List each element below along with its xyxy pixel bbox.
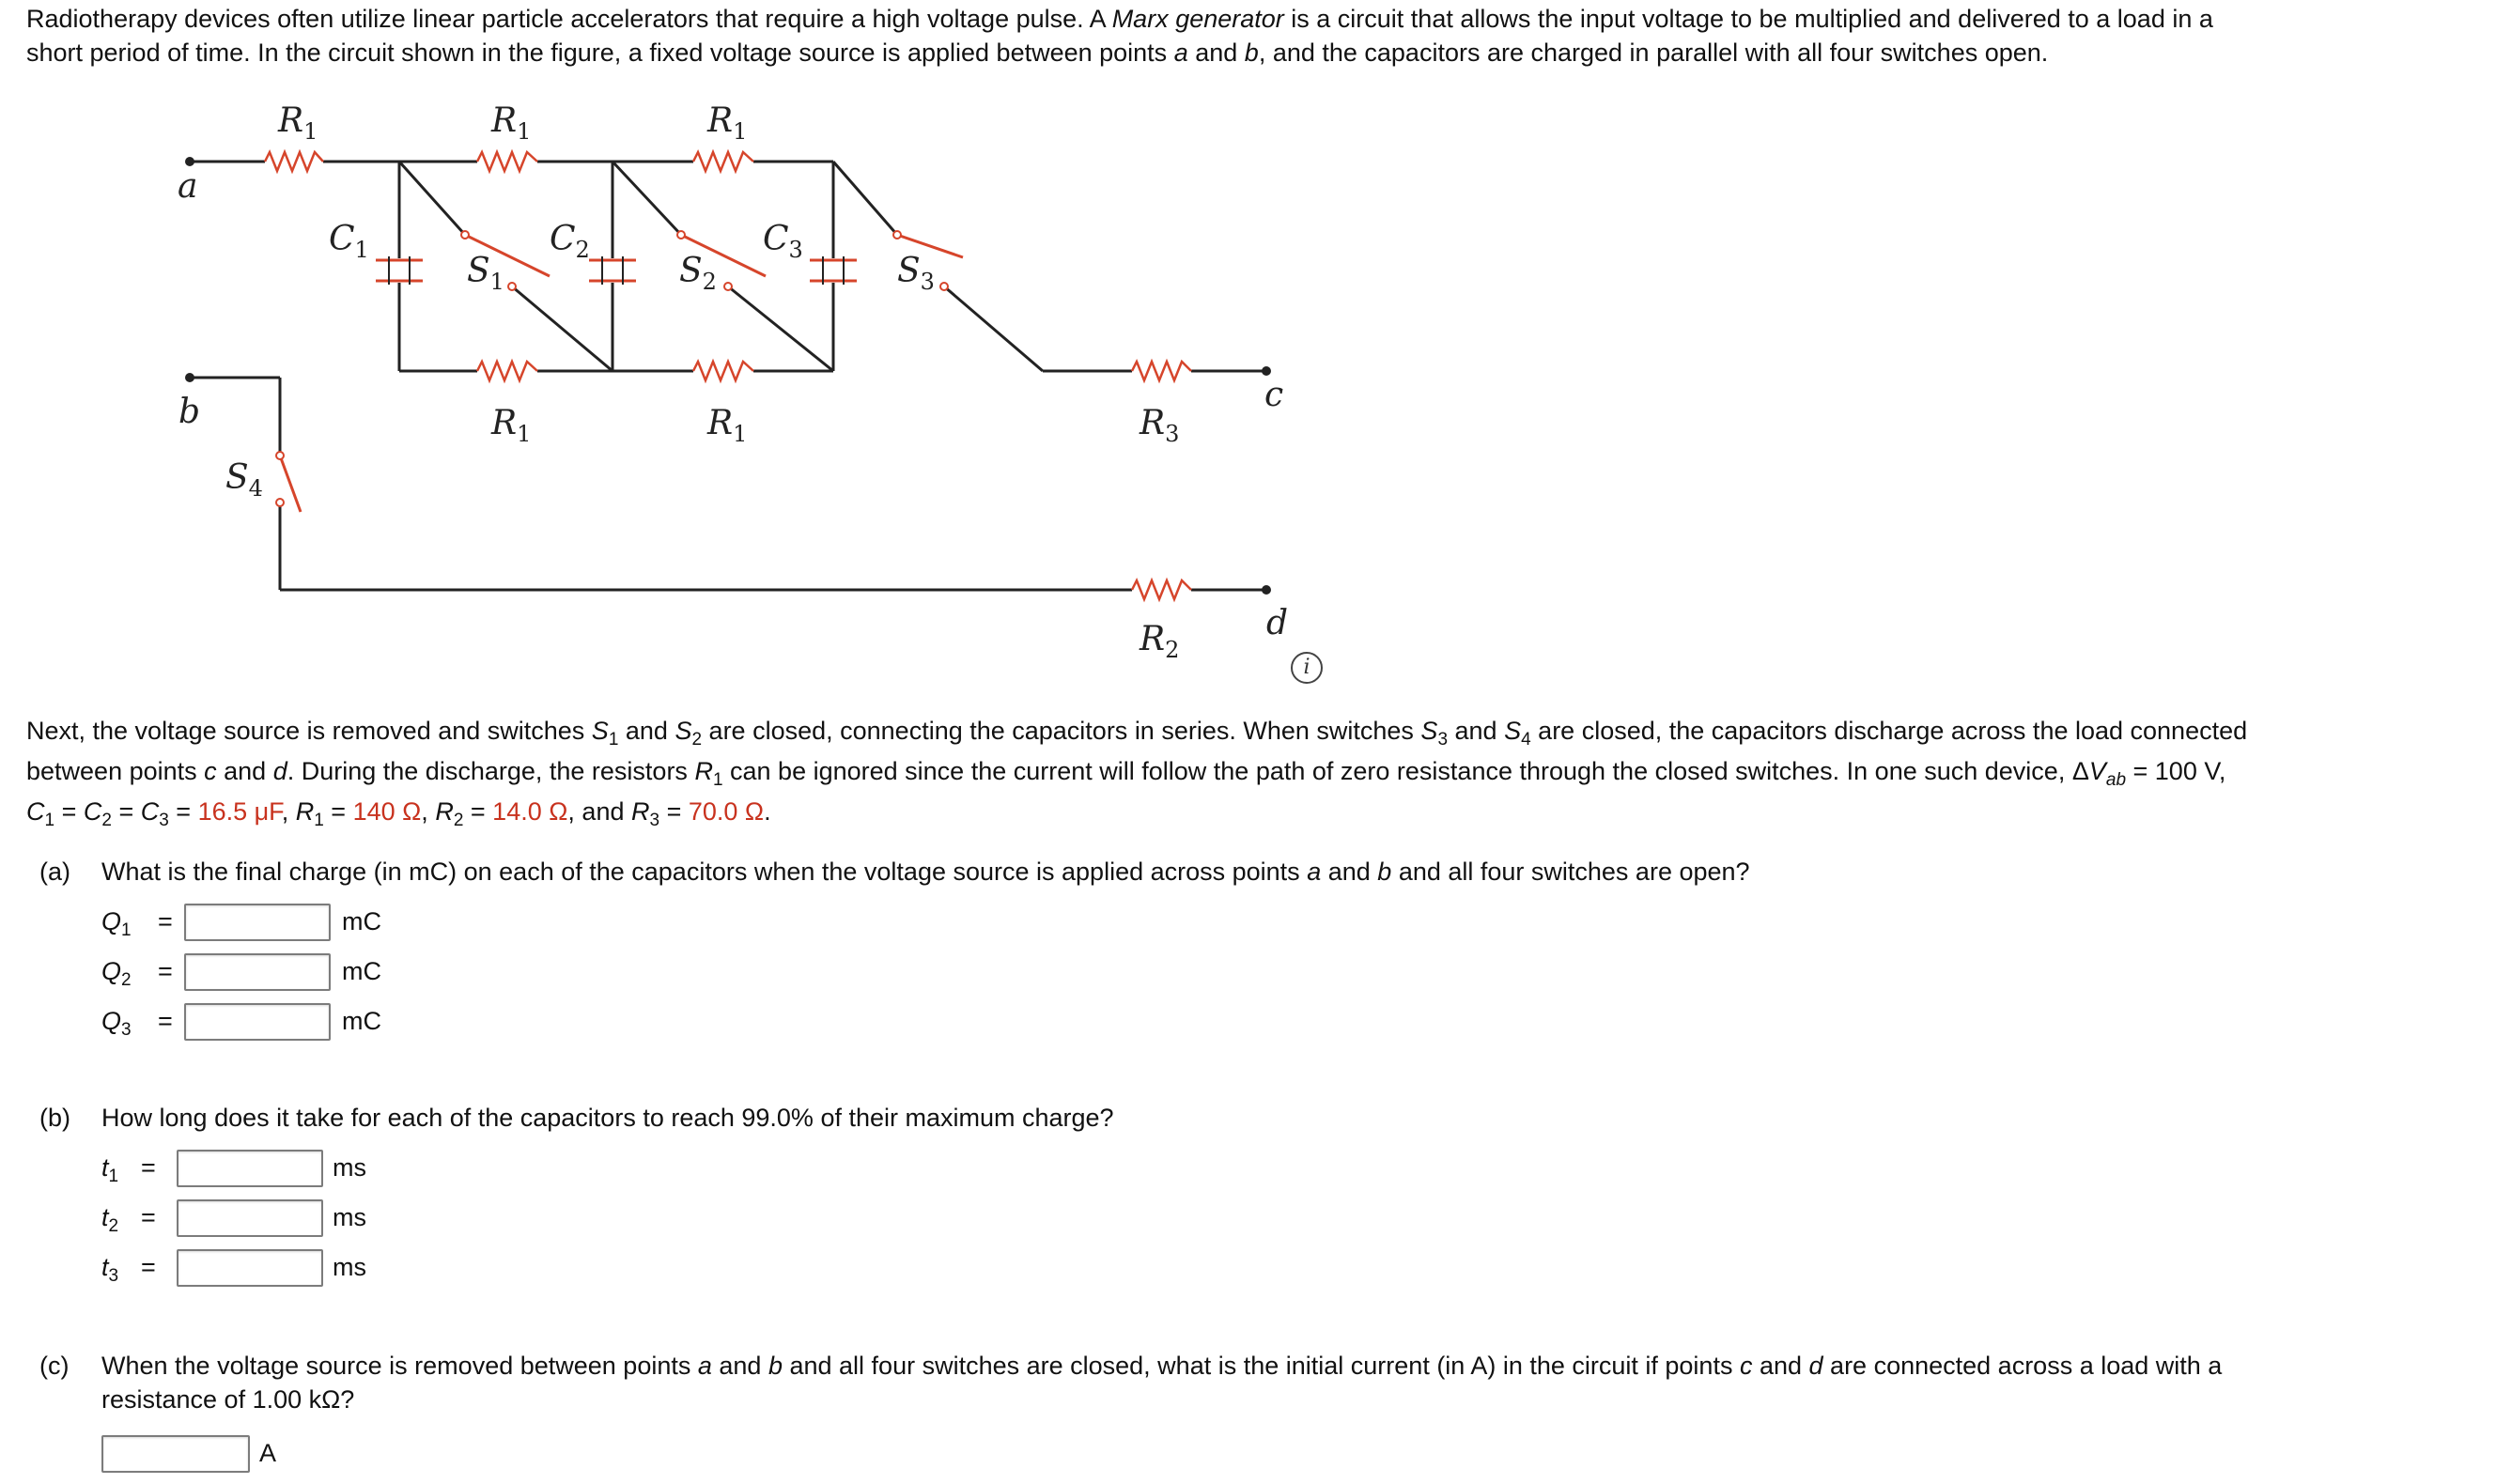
svg-text:R3: $R_3$ xyxy=(1140,404,1180,447)
part-c-question-line-1: When the voltage source is removed between points a and b and all four switches are closed, what is the initial current (in A) in the circuit if points c and d are connected across a load with a xyxy=(101,1352,2223,1380)
label-d: d xyxy=(1266,604,1289,642)
part-c-question-line-2: resistance of 1.00 kΩ? xyxy=(101,1385,355,1414)
svg-text:S1: $S_1$ xyxy=(467,252,504,295)
intro-line-2: short period of time. In the circuit shown in the figure, a fixed voltage source is applied between points a and b, and the capacitors are charged in parallel with all four switches open. xyxy=(26,39,2049,67)
part-a-tag: (a) xyxy=(39,858,70,886)
q1-input[interactable] xyxy=(184,904,331,941)
t3-input[interactable] xyxy=(177,1249,323,1287)
next-line-3: $C_1 = C_2 = C_3 = 16.5$ μF, $R_1 = 140$ Ω, $R_2 = 14.0$ Ω, and $R_3 = 70.0$ Ω. xyxy=(26,797,771,830)
r3-value: 70.0 Ω xyxy=(688,797,765,826)
capacitance-value: 16.5 μF xyxy=(197,797,282,826)
label-c: c xyxy=(1264,376,1284,414)
svg-text:R1: $R_1$ xyxy=(491,101,532,145)
svg-text:C2: $C_2$ xyxy=(550,220,590,263)
info-icon[interactable]: i xyxy=(1291,652,1323,684)
svg-text:R1: $R_1$ xyxy=(707,101,748,145)
part-c-tag: (c) xyxy=(39,1352,70,1380)
label-a: a xyxy=(178,167,198,206)
next-line-2: between points c and d. During the discharge, the resistors $R_1$ can be ignored since the current will follow the path of zero resistance through the closed switches. In one such device, $\Delta V_{ab} = 100$ V, xyxy=(26,757,2226,790)
current-input[interactable] xyxy=(101,1435,250,1473)
part-b-tag: (b) xyxy=(39,1104,70,1132)
next-line-1: Next, the voltage source is removed and switches $S_1$ and $S_2$ are closed, connecting the capacitors in series. When switches $S_3$ and $S_4$ are closed, the capacitors discharge across the load connected xyxy=(26,717,2248,750)
svg-text:C1: $C_1$ xyxy=(329,220,369,263)
svg-text:C3: $C_3$ xyxy=(763,220,803,263)
svg-text:R1: $R_1$ xyxy=(278,101,318,145)
svg-text:R1: $R_1$ xyxy=(707,404,748,447)
question-page: Radiotherapy devices often utilize linear particle accelerators that require a high voltage pulse. A Marx generator is a circuit that allows the input voltage to be multiplied and delivered to a load in a short period of time. In the circuit shown in the figure, a fixed voltage source is applied between points a and b, and the capacitors are charged in parallel with all four switches open. a b c d $R_1$ $R_1$ $R_1$ $R_1$ $R_1$ $R_3$ $R_2$ $C_1$ $C_2$ $C_3$ $S_1$ $S_2$ $S_3$ $S_4$ i Next, the voltage source is removed and switches $S_1$ and $S_2$ are closed, connecting the capacitors in series. When switches $S_3$ and $S_4$ are closed, the capacitors discharge across the load connected between points c and d. During the discharge, the resistors $R_1$ can be ignored since the current will follow the path of zero resistance through the closed switches. In one such device, $\Delta V_{ab} = 100$ V, $C_1 = C_2 = C_3 = 16.5$ μF, $R_1 = 140$ Ω, $R_2 = 14.0$ Ω, and $R_3 = 70.0$ Ω. (a) What is the final charge (in mC) on each of the capacitors when the voltage source is applied across points a and b and all four switches are open? $Q_1$ = mC $Q_2$ = mC $Q_3$ = mC (b) How long does it take for each of the capacitors to reach 99.0% of their maximum charge? $t_1$ = ms $t_2$ = ms $t_3$ = ms (c) When the voltage source is removed between points a and b and all four switches are closed, what is the initial current (in A) in the circuit if points c and d are connected across a load with a resistance of 1.00 kΩ? A xyxy=(0,0,2512,1484)
t1-input[interactable] xyxy=(177,1150,323,1187)
svg-text:R1: $R_1$ xyxy=(491,404,532,447)
svg-text:S2: $S_2$ xyxy=(679,252,717,295)
intro-line-1: Radiotherapy devices often utilize linear particle accelerators that require a high voltage pulse. A Marx generator is a circuit that allows the input voltage to be multiplied and delivered to a load in a xyxy=(26,5,2213,33)
r1-value: 140 Ω xyxy=(352,797,422,826)
label-b: b xyxy=(178,393,201,431)
q3-input[interactable] xyxy=(184,1003,331,1041)
part-b-question: How long does it take for each of the capacitors to reach 99.0% of their maximum charge? xyxy=(101,1104,1114,1132)
svg-text:R2: $R_2$ xyxy=(1140,620,1180,663)
part-a-question: What is the final charge (in mC) on each of the capacitors when the voltage source is applied across points a and b and all four switches are open? xyxy=(101,858,1750,886)
marx-generator-circuit xyxy=(0,0,1362,686)
r2-value: 14.0 Ω xyxy=(492,797,568,826)
t2-input[interactable] xyxy=(177,1199,323,1237)
svg-text:S3: $S_3$ xyxy=(897,252,935,295)
svg-text:S4: $S_4$ xyxy=(225,458,263,502)
q2-input[interactable] xyxy=(184,953,331,991)
